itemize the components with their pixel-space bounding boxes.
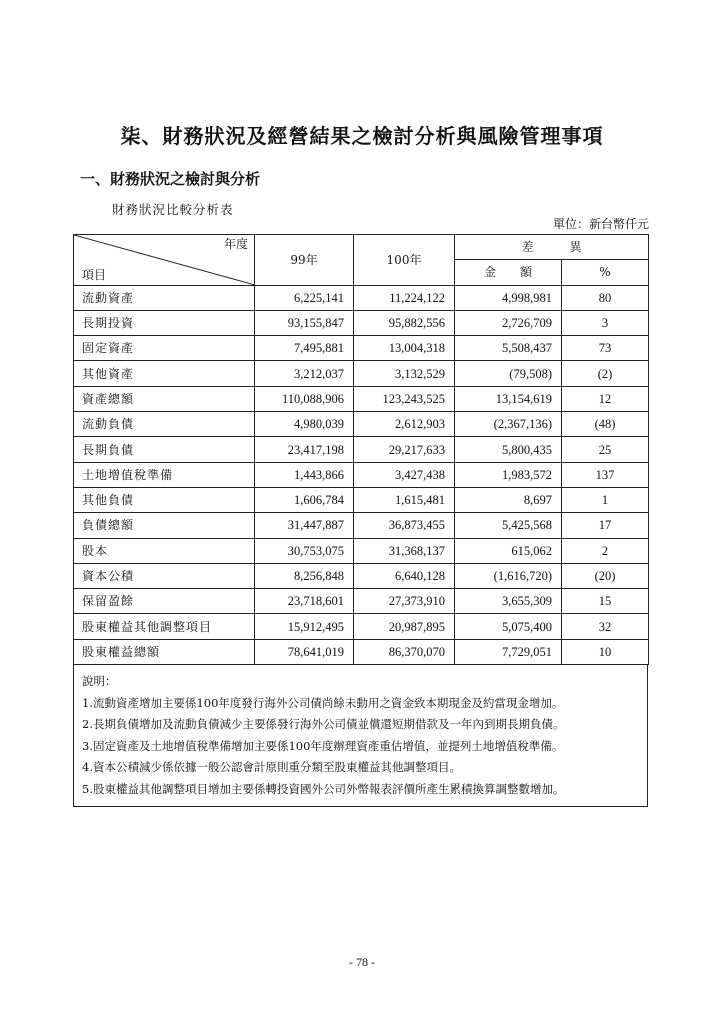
row-item: 長期投資 bbox=[74, 310, 255, 335]
row-item: 資本公積 bbox=[74, 563, 255, 588]
row-value-100: 36,873,455 bbox=[354, 513, 455, 538]
table-row bbox=[74, 487, 649, 512]
row-value-100: 95,882,556 bbox=[354, 310, 455, 335]
comparison-table bbox=[73, 234, 649, 665]
row-value-100: 86,370,070 bbox=[354, 639, 455, 664]
row-item: 其他負債 bbox=[74, 487, 255, 512]
row-diff-amount: (79,508) bbox=[455, 361, 562, 386]
row-value-100: 31,368,137 bbox=[354, 538, 455, 563]
row-item: 股東權益總額 bbox=[74, 639, 255, 664]
row-diff-amount: 5,425,568 bbox=[455, 513, 562, 538]
row-diff-amount: 615,062 bbox=[455, 538, 562, 563]
row-value-99: 6,225,141 bbox=[255, 285, 354, 310]
table-row bbox=[74, 437, 649, 462]
row-diff-amount: 5,800,435 bbox=[455, 437, 562, 462]
row-diff-amount: 5,508,437 bbox=[455, 336, 562, 361]
row-diff-pct: 15 bbox=[562, 589, 649, 614]
item-label: 項目 bbox=[82, 267, 107, 282]
row-item: 股東權益其他調整項目 bbox=[74, 614, 255, 639]
note-item: 1.流動資產增加主要係100年度發行海外公司債尚餘未動用之資金致本期現金及約當現金增加。 bbox=[82, 695, 564, 710]
row-item: 保留盈餘 bbox=[74, 589, 255, 614]
row-value-99: 4,980,039 bbox=[255, 412, 354, 437]
row-diff-pct: 25 bbox=[562, 437, 649, 462]
year-label: 年度 bbox=[223, 237, 248, 251]
table-caption: 財務狀況比較分析表 bbox=[112, 202, 234, 217]
note-item: 2.長期負債增加及流動負債減少主要係發行海外公司債並償還短期借款及一年內到期長期負債。 bbox=[82, 717, 565, 732]
row-value-99: 110,088,906 bbox=[255, 386, 354, 411]
table-row bbox=[74, 513, 649, 538]
row-diff-pct: 73 bbox=[562, 336, 649, 361]
row-value-99: 7,495,881 bbox=[255, 336, 354, 361]
row-diff-pct: 10 bbox=[562, 639, 649, 664]
row-value-100: 20,987,895 bbox=[354, 614, 455, 639]
table-row bbox=[74, 412, 649, 437]
row-diff-pct: 1 bbox=[562, 487, 649, 512]
row-value-99: 78,641,019 bbox=[255, 639, 354, 664]
row-value-99: 1,606,784 bbox=[255, 487, 354, 512]
row-value-99: 15,912,495 bbox=[255, 614, 354, 639]
row-value-99: 93,155,847 bbox=[255, 310, 354, 335]
table-row bbox=[74, 310, 649, 335]
row-value-100: 2,612,903 bbox=[354, 412, 455, 437]
row-diff-amount: 3,655,309 bbox=[455, 589, 562, 614]
row-diff-amount: 2,726,709 bbox=[455, 310, 562, 335]
note-item: 4.資本公積減少係依據一般公認會計原則重分類至股東權益其他調整項目。 bbox=[82, 760, 461, 775]
table-row bbox=[74, 589, 649, 614]
financial-comparison-table bbox=[73, 234, 648, 807]
row-item: 負債總額 bbox=[74, 513, 255, 538]
row-diff-amount: 8,697 bbox=[455, 487, 562, 512]
row-value-100: 27,373,910 bbox=[354, 589, 455, 614]
notes-label: 說明： bbox=[82, 674, 117, 689]
row-diff-amount: 7,729,051 bbox=[455, 639, 562, 664]
table-row bbox=[74, 386, 649, 411]
row-value-100: 123,243,525 bbox=[354, 386, 455, 411]
table-row bbox=[74, 538, 649, 563]
row-item: 股本 bbox=[74, 538, 255, 563]
col-header-99: 99年 bbox=[255, 235, 354, 286]
row-value-99: 8,256,848 bbox=[255, 563, 354, 588]
row-value-99: 1,443,866 bbox=[255, 462, 354, 487]
row-diff-pct: 137 bbox=[562, 462, 649, 487]
header-diagonal-cell bbox=[74, 235, 255, 286]
row-value-100: 11,224,122 bbox=[354, 285, 455, 310]
header-row-top bbox=[74, 235, 649, 260]
row-item: 長期負債 bbox=[74, 437, 255, 462]
row-item: 固定資產 bbox=[74, 336, 255, 361]
row-value-100: 6,640,128 bbox=[354, 563, 455, 588]
row-diff-pct: 12 bbox=[562, 386, 649, 411]
table-row bbox=[74, 336, 649, 361]
row-item: 流動負債 bbox=[74, 412, 255, 437]
row-item: 土地增值稅準備 bbox=[74, 462, 255, 487]
table-row bbox=[74, 639, 649, 664]
row-value-99: 31,447,887 bbox=[255, 513, 354, 538]
unit-label: 單位：新台幣仟元 bbox=[552, 217, 649, 231]
note-item: 3.固定資產及土地增值稅準備增加主要係100年度辦理資產重估增值，並提列土地增值稅準備。 bbox=[82, 738, 564, 753]
row-diff-amount: (2,367,136) bbox=[455, 412, 562, 437]
table-row bbox=[74, 361, 649, 386]
row-diff-pct: 2 bbox=[562, 538, 649, 563]
row-diff-pct: (48) bbox=[562, 412, 649, 437]
row-item: 流動資產 bbox=[74, 285, 255, 310]
col-header-diff: 差 異 bbox=[455, 235, 649, 260]
notes-box bbox=[73, 665, 648, 807]
page-number: - 78 - bbox=[349, 955, 375, 969]
col-header-amount: 金 額 bbox=[455, 260, 562, 285]
row-value-99: 23,718,601 bbox=[255, 589, 354, 614]
row-diff-amount: 5,075,400 bbox=[455, 614, 562, 639]
row-value-100: 3,132,529 bbox=[354, 361, 455, 386]
row-item: 其他資產 bbox=[74, 361, 255, 386]
note-item: 5.股東權益其他調整項目增加主要係轉投資國外公司外幣報表評價所產生累積換算調整數增加。 bbox=[82, 781, 565, 796]
row-diff-amount: 4,998,981 bbox=[455, 285, 562, 310]
row-diff-pct: 32 bbox=[562, 614, 649, 639]
row-value-99: 30,753,075 bbox=[255, 538, 354, 563]
table-row bbox=[74, 614, 649, 639]
col-header-pct: % bbox=[562, 260, 649, 285]
row-diff-pct: 3 bbox=[562, 310, 649, 335]
row-value-100: 13,004,318 bbox=[354, 336, 455, 361]
row-value-100: 29,217,633 bbox=[354, 437, 455, 462]
table-row bbox=[74, 285, 649, 310]
row-diff-amount: 13,154,619 bbox=[455, 386, 562, 411]
row-diff-amount: 1,983,572 bbox=[455, 462, 562, 487]
row-diff-pct: 80 bbox=[562, 285, 649, 310]
row-item: 資產總額 bbox=[74, 386, 255, 411]
row-diff-pct: 17 bbox=[562, 513, 649, 538]
row-diff-amount: (1,616,720) bbox=[455, 563, 562, 588]
row-value-100: 1,615,481 bbox=[354, 487, 455, 512]
row-diff-pct: (20) bbox=[562, 563, 649, 588]
section-heading: 一、財務狀況之檢討與分析 bbox=[80, 170, 261, 188]
col-header-100: 100年 bbox=[354, 235, 455, 286]
row-value-99: 23,417,198 bbox=[255, 437, 354, 462]
row-value-99: 3,212,037 bbox=[255, 361, 354, 386]
row-diff-pct: (2) bbox=[562, 361, 649, 386]
row-value-100: 3,427,438 bbox=[354, 462, 455, 487]
table-row bbox=[74, 462, 649, 487]
page-title: 柒、財務狀況及經營結果之檢討分析與風險管理事項 bbox=[120, 124, 604, 148]
table-row bbox=[74, 563, 649, 588]
